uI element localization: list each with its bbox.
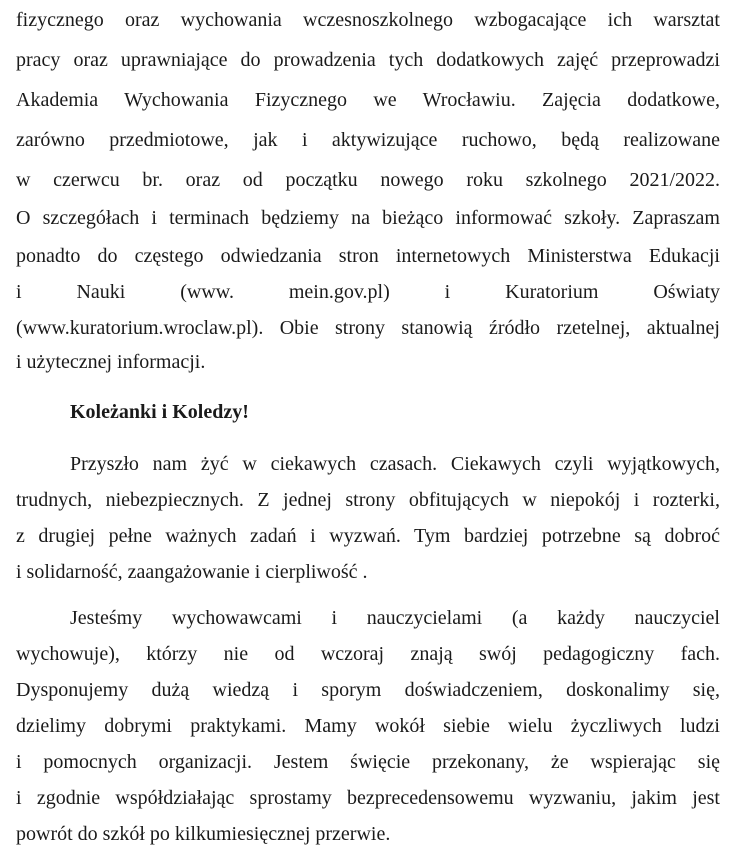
- text-line: i Nauki (www. mein.gov.pl) i Kuratorium Oświaty: [16, 281, 720, 303]
- text-line: fizycznego oraz wychowania wczesnoszkolnego wzbogacające ich warsztat: [16, 9, 720, 31]
- text-line: Przyszło nam żyć w ciekawych czasach. Ciekawych czyli wyjątkowych,: [70, 453, 720, 475]
- text-line: dzielimy dobrymi praktykami. Mamy wokół siebie wielu życzliwych ludzi: [16, 715, 720, 737]
- text-line: O szczegółach i terminach będziemy na bieżąco informować szkoły. Zapraszam: [16, 207, 720, 229]
- text-line: i pomocnych organizacji. Jestem święcie przekonany, że wspierając się: [16, 751, 720, 773]
- text-line: ponadto do częstego odwiedzania stron internetowych Ministerstwa Edukacji: [16, 245, 720, 267]
- text-line: i zgodnie współdziałając sprostamy bezprecedensowemu wyzwaniu, jakim jest: [16, 787, 720, 809]
- text-line: wychowuje), którzy nie od wczoraj znają swój pedagogiczny fach.: [16, 643, 720, 665]
- text-line: Jesteśmy wychowawcami i nauczycielami (a każdy nauczyciel: [70, 607, 720, 629]
- text-line: z drugiej pełne ważnych zadań i wyzwań. Tym bardziej potrzebne są dobroć: [16, 525, 720, 547]
- text-line: pracy oraz uprawniające do prowadzenia tych dodatkowych zajęć przeprowadzi: [16, 49, 720, 71]
- greeting-heading: Koleżanki i Koledzy!: [70, 401, 249, 423]
- text-line: zarówno przedmiotowe, jak i aktywizujące ruchowo, będą realizowane: [16, 129, 720, 151]
- text-line: trudnych, niebezpiecznych. Z jednej strony obfitujących w niepokój i rozterki,: [16, 489, 720, 511]
- text-line: i użytecznej informacji.: [16, 351, 206, 373]
- text-line: Dysponujemy dużą wiedzą i sporym doświadczeniem, doskonalimy się,: [16, 679, 720, 701]
- text-line: powrót do szkół po kilkumiesięcznej przerwie.: [16, 823, 391, 845]
- text-line: i solidarność, zaangażowanie i cierpliwość .: [16, 561, 368, 583]
- text-line: (www.kuratorium.wroclaw.pl). Obie strony stanowią źródło rzetelnej, aktualnej: [16, 317, 720, 339]
- text-line: Akademia Wychowania Fizycznego we Wrocławiu. Zajęcia dodatkowe,: [16, 89, 720, 111]
- text-line: w czerwcu br. oraz od początku nowego roku szkolnego 2021/2022.: [16, 169, 720, 191]
